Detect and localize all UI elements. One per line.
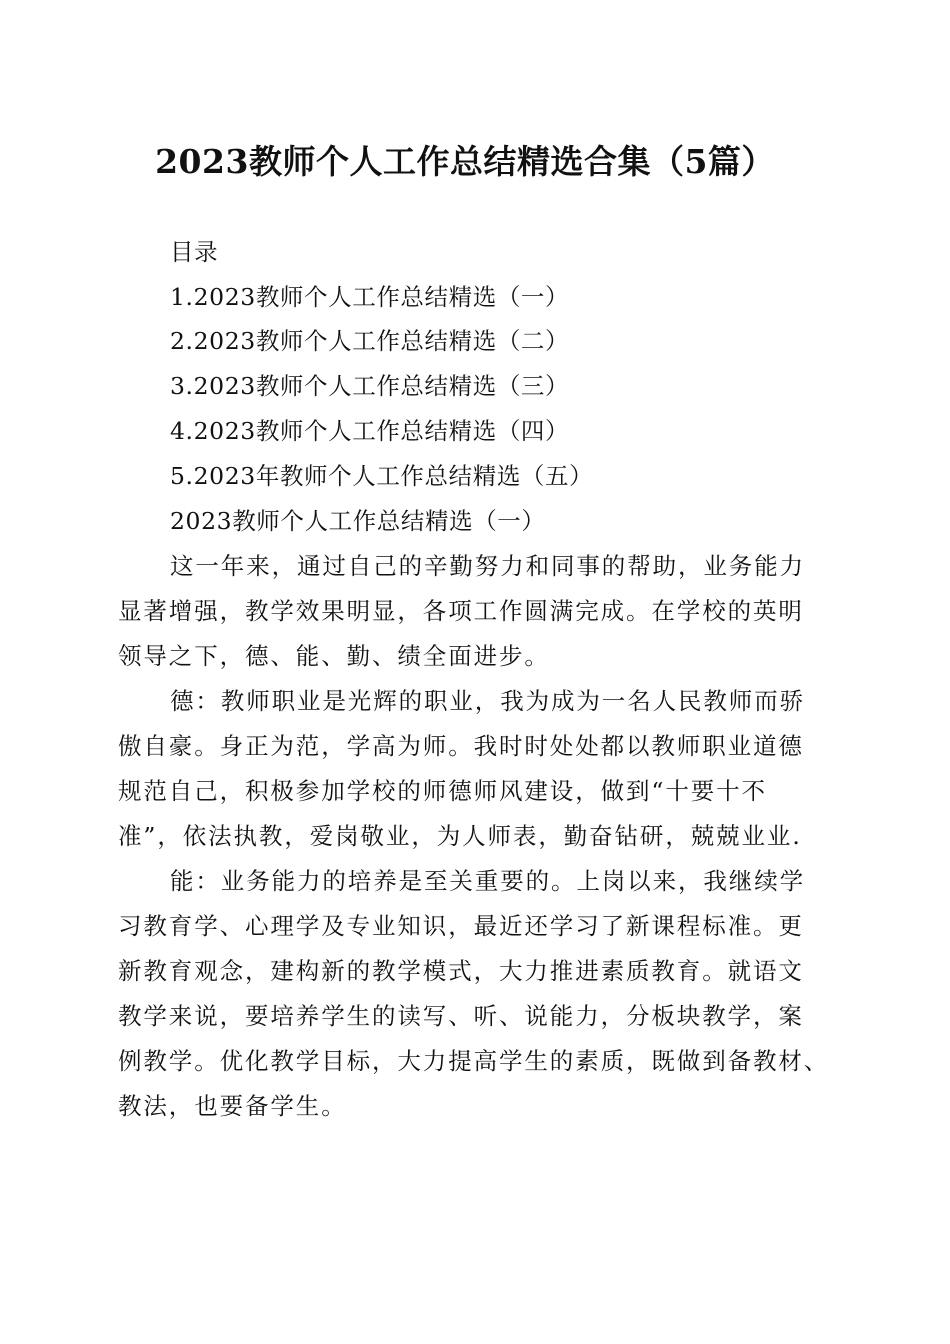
paragraph-line: 傲自豪。身正为范，学高为师。我时时处处都以教师职业道德 (118, 732, 804, 760)
toc-item-5[interactable]: 5.2023年教师个人工作总结精选（五） (170, 462, 594, 490)
toc-heading: 目录 (170, 238, 219, 266)
paragraph-line: 领导之下，德、能、勤、绩全面进步。 (118, 642, 550, 670)
paragraph-line: 新教育观念，建构新的教学模式，大力推进素质教育。就语文 (118, 957, 804, 985)
paragraph-line: 能：业务能力的培养是至关重要的。上岗以来，我继续学 (170, 867, 805, 895)
paragraph-line: 教法，也要备学生。 (118, 1092, 347, 1120)
paragraph-line: 德：教师职业是光辉的职业，我为成为一名人民教师而骄 (170, 687, 805, 715)
toc-item-3[interactable]: 3.2023教师个人工作总结精选（三） (170, 372, 570, 400)
paragraph-line: 规范自己，积极参加学校的师德师风建设，做到“十要十不 (118, 777, 767, 805)
paragraph-line: 这一年来，通过自己的辛勤努力和同事的帮助，业务能力 (170, 552, 805, 580)
toc-item-2[interactable]: 2.2023教师个人工作总结精选（二） (170, 327, 570, 355)
paragraph-line: 准”，依法执教，爱岗敬业，为人师表，勤奋钻研，兢兢业业. (118, 822, 802, 850)
paragraph-line: 教学来说，要培养学生的读写、听、说能力，分板块教学，案 (118, 1002, 804, 1030)
document-title: 2023教师个人工作总结精选合集（5篇） (155, 142, 775, 181)
paragraph-line: 习教育学、心理学及专业知识，最近还学习了新课程标准。更 (118, 912, 804, 940)
toc-item-1[interactable]: 1.2023教师个人工作总结精选（一） (170, 283, 570, 311)
paragraph-line: 显著增强，教学效果明显，各项工作圆满完成。在学校的英明 (118, 597, 804, 625)
toc-item-4[interactable]: 4.2023教师个人工作总结精选（四） (170, 417, 570, 445)
paragraph-line: 例教学。优化教学目标，大力提高学生的素质，既做到备教材、 (118, 1047, 830, 1075)
section-heading: 2023教师个人工作总结精选（一） (170, 507, 546, 535)
